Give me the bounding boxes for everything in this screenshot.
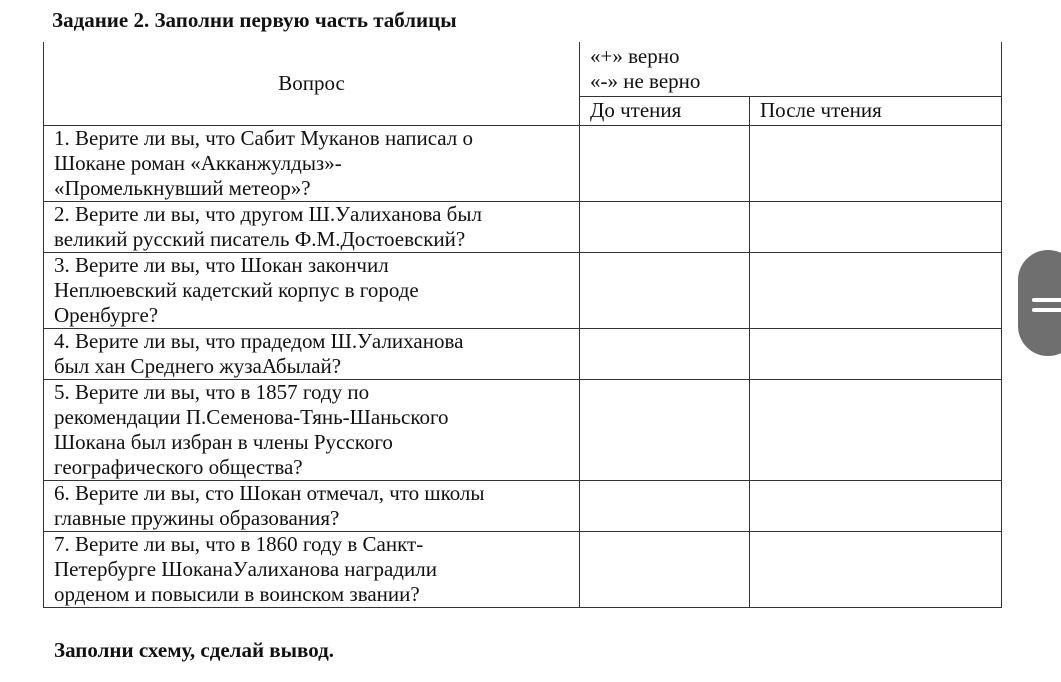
side-menu-tab[interactable] [1018,250,1061,356]
before-reading-cell[interactable] [580,532,750,608]
question-line: Шокана был избран в члены Русского [54,430,393,454]
question-line: орденом и повысили в воинском звании? [54,582,420,606]
question-line: 5. Верите ли вы, что в 1857 году по [54,380,370,404]
question-line: рекомендации П.Семенова-Тянь-Шаньского [54,405,449,429]
after-reading-cell[interactable] [750,126,1002,202]
question-cell [44,329,580,380]
before-reading-cell[interactable] [580,329,750,380]
table-row [44,126,1002,202]
after-reading-header: После чтения [750,97,1002,126]
table-row [44,329,1002,380]
question-cell [44,380,580,481]
table-row [44,380,1002,481]
question-line: Оренбурге? [54,303,159,327]
legend-plus: «+» верно [590,44,680,68]
question-cell [44,126,580,202]
before-reading-header: До чтения [580,97,750,126]
question-line: Петербурге ШоканаУалиханова наградили [54,557,437,581]
question-line: 4. Верите ли вы, что прадедом Ш.Уалиханова [54,329,464,353]
question-line: 6. Верите ли вы, сто Шокан отмечал, что школы [54,481,485,505]
question-line: «Промелькнувший метеор»? [54,176,311,200]
after-reading-cell[interactable] [750,329,1002,380]
menu-lines-icon [1032,298,1061,302]
table-row [44,481,1002,532]
footer-instruction: Заполни схему, сделай вывод. [54,638,335,662]
before-reading-cell[interactable] [580,202,750,253]
legend-minus: «-» не верно [590,69,701,93]
question-table [43,42,1002,608]
question-line: 3. Верите ли вы, что Шокан закончил [54,253,389,277]
menu-lines-icon [1032,308,1061,312]
question-line: 1. Верите ли вы, что Сабит Муканов написал о [54,126,474,150]
question-line: 2. Верите ли вы, что другом Ш.Уалиханова был [54,202,482,226]
question-line: географического общества? [54,455,303,479]
question-cell [44,202,580,253]
before-reading-cell[interactable] [580,126,750,202]
legend-cell [580,42,1002,97]
question-cell [44,532,580,608]
question-line: Неплюевский кадетский корпус в городе [54,278,419,302]
before-reading-cell[interactable] [580,253,750,329]
after-reading-cell[interactable] [750,202,1002,253]
question-cell [44,253,580,329]
before-reading-cell[interactable] [580,481,750,532]
question-line: главные пружины образования? [54,506,340,530]
question-column-header: Вопрос [44,42,580,126]
after-reading-cell[interactable] [750,481,1002,532]
table-row [44,202,1002,253]
question-line: 7. Верите ли вы, что в 1860 году в Санкт- [54,532,424,556]
table-row [44,253,1002,329]
question-line: великий русский писатель Ф.М.Достоевский? [54,227,466,251]
question-line: был хан Среднего жузаАбылай? [54,354,342,378]
table-row [44,532,1002,608]
after-reading-cell[interactable] [750,532,1002,608]
task-title: Задание 2. Заполни первую часть таблицы [52,8,457,32]
after-reading-cell[interactable] [750,380,1002,481]
question-cell [44,481,580,532]
after-reading-cell[interactable] [750,253,1002,329]
before-reading-cell[interactable] [580,380,750,481]
question-line: Шокане роман «Акканжулдыз»- [54,151,342,175]
